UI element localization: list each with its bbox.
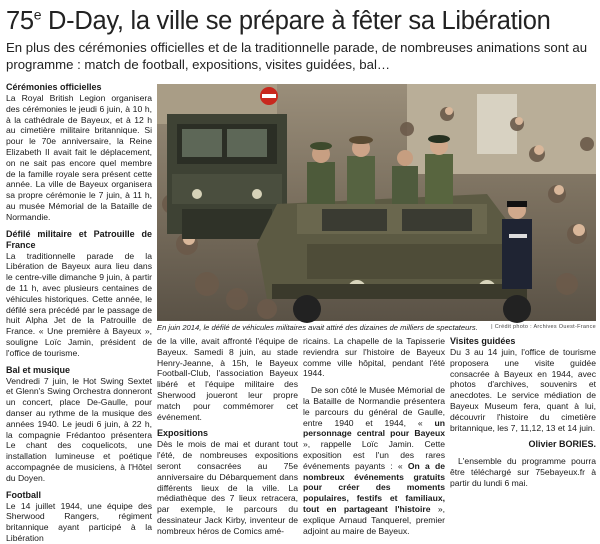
section-expositions-heading: Expositions [157,428,209,439]
section-ceremonies-heading: Cérémonies officielles [6,82,102,92]
football-continued-text: de la ville, avait affronté l'équipe de Bayeux. Samedi 8 juin, au stade Henry-Jeanne, à 15h, le Bayeux Football-Club, l'association Bayeux libéré et l'équipe militaire des Sherwood joueront leur propre match pour commémorer cet événement. [157,336,298,422]
section-music-heading: Bal et musique [6,364,71,375]
expositions-continued-text: ricains. La chapelle de la Tapisserie reviendra sur l'histoire de Bayeux comme ville hôpital, pendant l'été 1944. [303,336,445,379]
headline-suffix: e [33,6,42,23]
column-4 [450,336,596,518]
parade-photo [157,84,596,321]
section-parade-text: La traditionnelle parade de la Libération de Bayeux aura lieu dans le centre-ville dimanche 9 juin, à partir de 11 h, avec plusieurs centaines de véhicules historiques. Cette année, le défilé sera précédé par le passage de huit Alpha Jet de la Patrouille de France. « Une première à Bayeux », souligne Loïc Jamin, président de l'office de tourisme. [6,250,152,358]
section-parade-heading: Défilé militaire et Patrouille de France [6,228,152,250]
column-2 [157,336,298,536]
headline-number: 75 [6,7,34,35]
section-music-text: Vendredi 7 juin, le Hot Swing Sextet et Glenn's Swing Orchestra donneront un concert, place De-Gaulle, pour danser au rythme de la musique des années 1940. Le jeudi 6 juin, à 22 h, la compagnie Frédantoo présentera Le chant des coquelicots, une installation lumineuse et poétique accompagnée de musiciens, à l'Hôtel du Doyen. [6,375,152,483]
section-ceremonies-text: La Royal British Legion organisera des cérémonies le jeudi 6 juin, à 10 h, à la cathédrale de Bayeux, et à 12 h au cimetière militaire britannique. Si pour le 70e anniversaire, la Reine Elizabeth II avait fait le déplacement, on ne sait pas encore quel membre de la famille royale sera présent cette année. La ville de Bayeux organisera sa propre cérémonie le 7 juin, à 11 h, au musée Mémorial de la Bataille de Normandie. [6,93,152,222]
quote-events: On a de nombreux événements gratuits pour créer des moments populaires, festifs et familiaux, tout en partageant l'histoire [303,460,445,514]
section-visits-text: Du 3 au 14 juin, l'office de tourisme proposera une visite guidée consacrée à Bayeux en 1944, avec photos d'archives, souvenirs et anecdotes. Le service médiation de Bayeux Museum fera, quant à lui, découvrir l'histoire du cimetière britannique, les 7, 11,12, 13 et 14 juin. [450,347,596,433]
headline [6,6,596,36]
section-football-heading: Football [6,489,41,500]
photo-credit: | Crédit photo : Archives Ouest-France [491,324,596,330]
headline-text: D-Day, la ville se prépare à fêter sa Libération [41,7,551,35]
section-expositions-text: Dès le mois de mai et durant tout l'été, de nombreuses expositions seront consacrées au 75e anniversaire du Débarquement dans différents lieux de la ville. La médiathèque des 7 lieux retracera, par exemple, le parcours du dessinateur Jack Kirby, inventeur de nombreux héros de Comics amé- [157,439,298,536]
section-visits-heading: Visites guidées [450,336,516,346]
author-signature: Olivier BORIES. [528,439,596,450]
caption-text: En juin 2014, le défilé de véhicules militaires avait attiré des dizaines de milliers de spectateurs. [157,323,478,332]
museum-paragraph: De son côté le Musée Mémorial de la Bataille de Normandie présentera le parcours du général de Gaulle, entre 1940 et 1944, « un personnage central pour Bayeux », rappelle Loïc Jamin. Cette exposition est l'un des rares événements payants : « On a de nombreux événements gratuits pour créer des moments populaires, festifs et familiaux, tout en partageant l'histoire », explique Arnaud Tanquerel, premier adjoint au maire de Bayeux. [303,385,445,536]
program-download-text: L'ensemble du programme pourra être téléchargé sur 75ebayeux.fr à partir du lundi 6 mai. [450,456,596,488]
photo-caption [157,322,596,333]
column-3 [303,336,445,536]
quote-central: un personnage central pour Bayeux [303,417,445,439]
standfirst: En plus des cérémonies officielles et de la traditionnelle parade, de nombreuses animations sont au programme : match de football, expositions, visites guidées, bal… [6,40,588,72]
section-football-text: Le 14 juillet 1944, une équipe des Sherwood Rangers, régiment britannique ayant participé à la Libération [6,500,152,543]
column-1 [6,82,152,543]
